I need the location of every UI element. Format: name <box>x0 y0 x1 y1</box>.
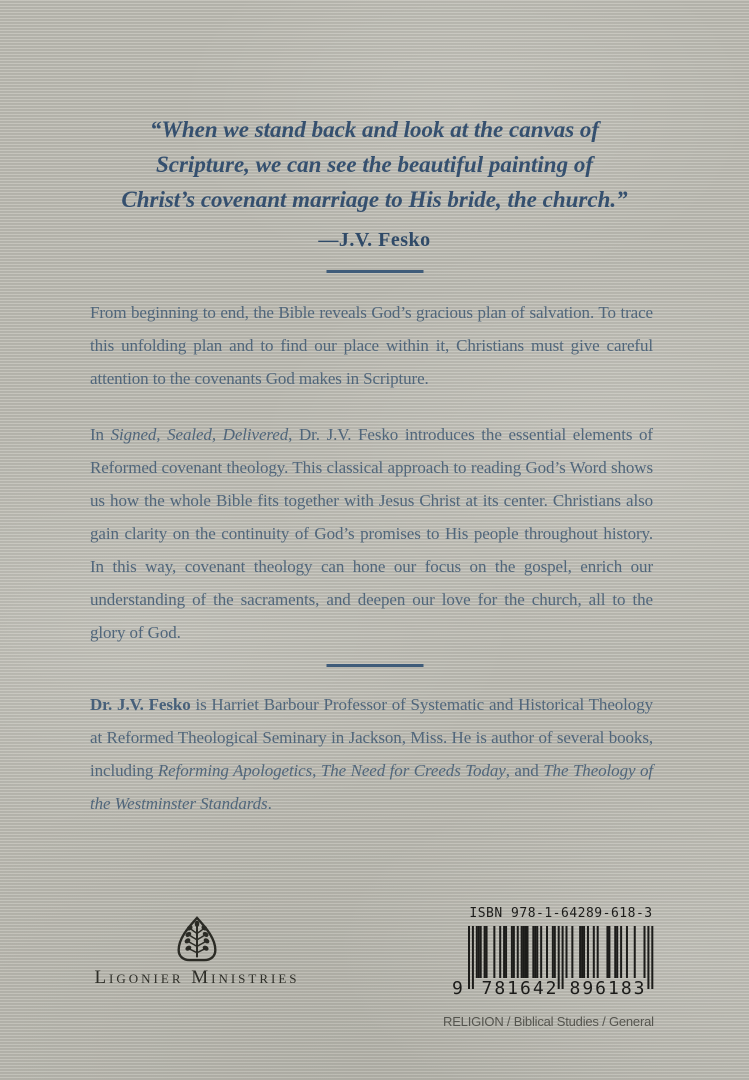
quote-attribution: —J.V. Fesko <box>318 229 431 251</box>
endorsement-quote <box>60 112 689 258</box>
bio-text: , and <box>505 761 544 780</box>
quote-line: Christ’s covenant marriage to His bride, the church.” <box>121 187 628 212</box>
section-divider-bottom <box>326 664 423 667</box>
author-name: Dr. J.V. Fesko <box>90 695 191 714</box>
book-title-italic: The Theology of the Westminster Standards <box>90 761 653 813</box>
publisher-name: Ligonier Ministries <box>94 967 300 988</box>
bio-text: . <box>267 794 272 813</box>
section-divider-top <box>326 270 423 273</box>
paragraph-text: In <box>90 425 111 444</box>
book-title-italic: Reforming Apologetics <box>157 761 313 780</box>
paragraph-text: , Dr. J.V. Fesko introduces the essential elements of Reformed covenant theology. This classical approach to reading God’s Word shows us how the whole Bible fits together with Jesus Christ at its center. Christians also gain clarity on the continuity of God’s promises to His people throughout history. In this way, covenant theology can hone our focus on the gospel, enrich our understanding of the sacraments, and deepen our love for the church, all to the glory of God. <box>90 425 653 642</box>
barcode-digits-left: 781642 <box>481 978 559 999</box>
barcode-digits-right: 896183 <box>569 978 647 999</box>
publisher-block <box>90 916 304 989</box>
barcode-digit-lead: 9 <box>452 978 463 999</box>
bio-text: , <box>312 761 321 780</box>
synopsis-paragraph-2 <box>90 418 653 649</box>
quote-line: “When we stand back and look at the canvas of <box>149 117 600 142</box>
book-title-italic: The Need for Creeds Today <box>320 761 506 780</box>
barcode-block <box>452 906 664 1006</box>
tree-arch-logo-icon <box>175 916 219 962</box>
synopsis-paragraph-1: From beginning to end, the Bible reveals God’s gracious plan of salvation. To trace this unfolding plan and to find our place within it, Christians must give careful attention to the covenants God makes in Scripture. <box>90 303 653 388</box>
author-bio <box>90 688 653 820</box>
book-title-italic: Signed, Sealed, Delivered <box>110 425 289 444</box>
bio-text: is Harriet Barbour Professor of Systematic and Historical Theology at Reformed Theological Seminary in Jackson, Miss. He is author of several books, including <box>90 695 653 780</box>
quote-line: Scripture, we can see the beautiful painting of <box>155 152 594 177</box>
bisac-category-label: RELIGION / Biblical Studies / General <box>443 1014 654 1029</box>
isbn-label: ISBN 978-1-64289-618-3 <box>469 906 653 921</box>
